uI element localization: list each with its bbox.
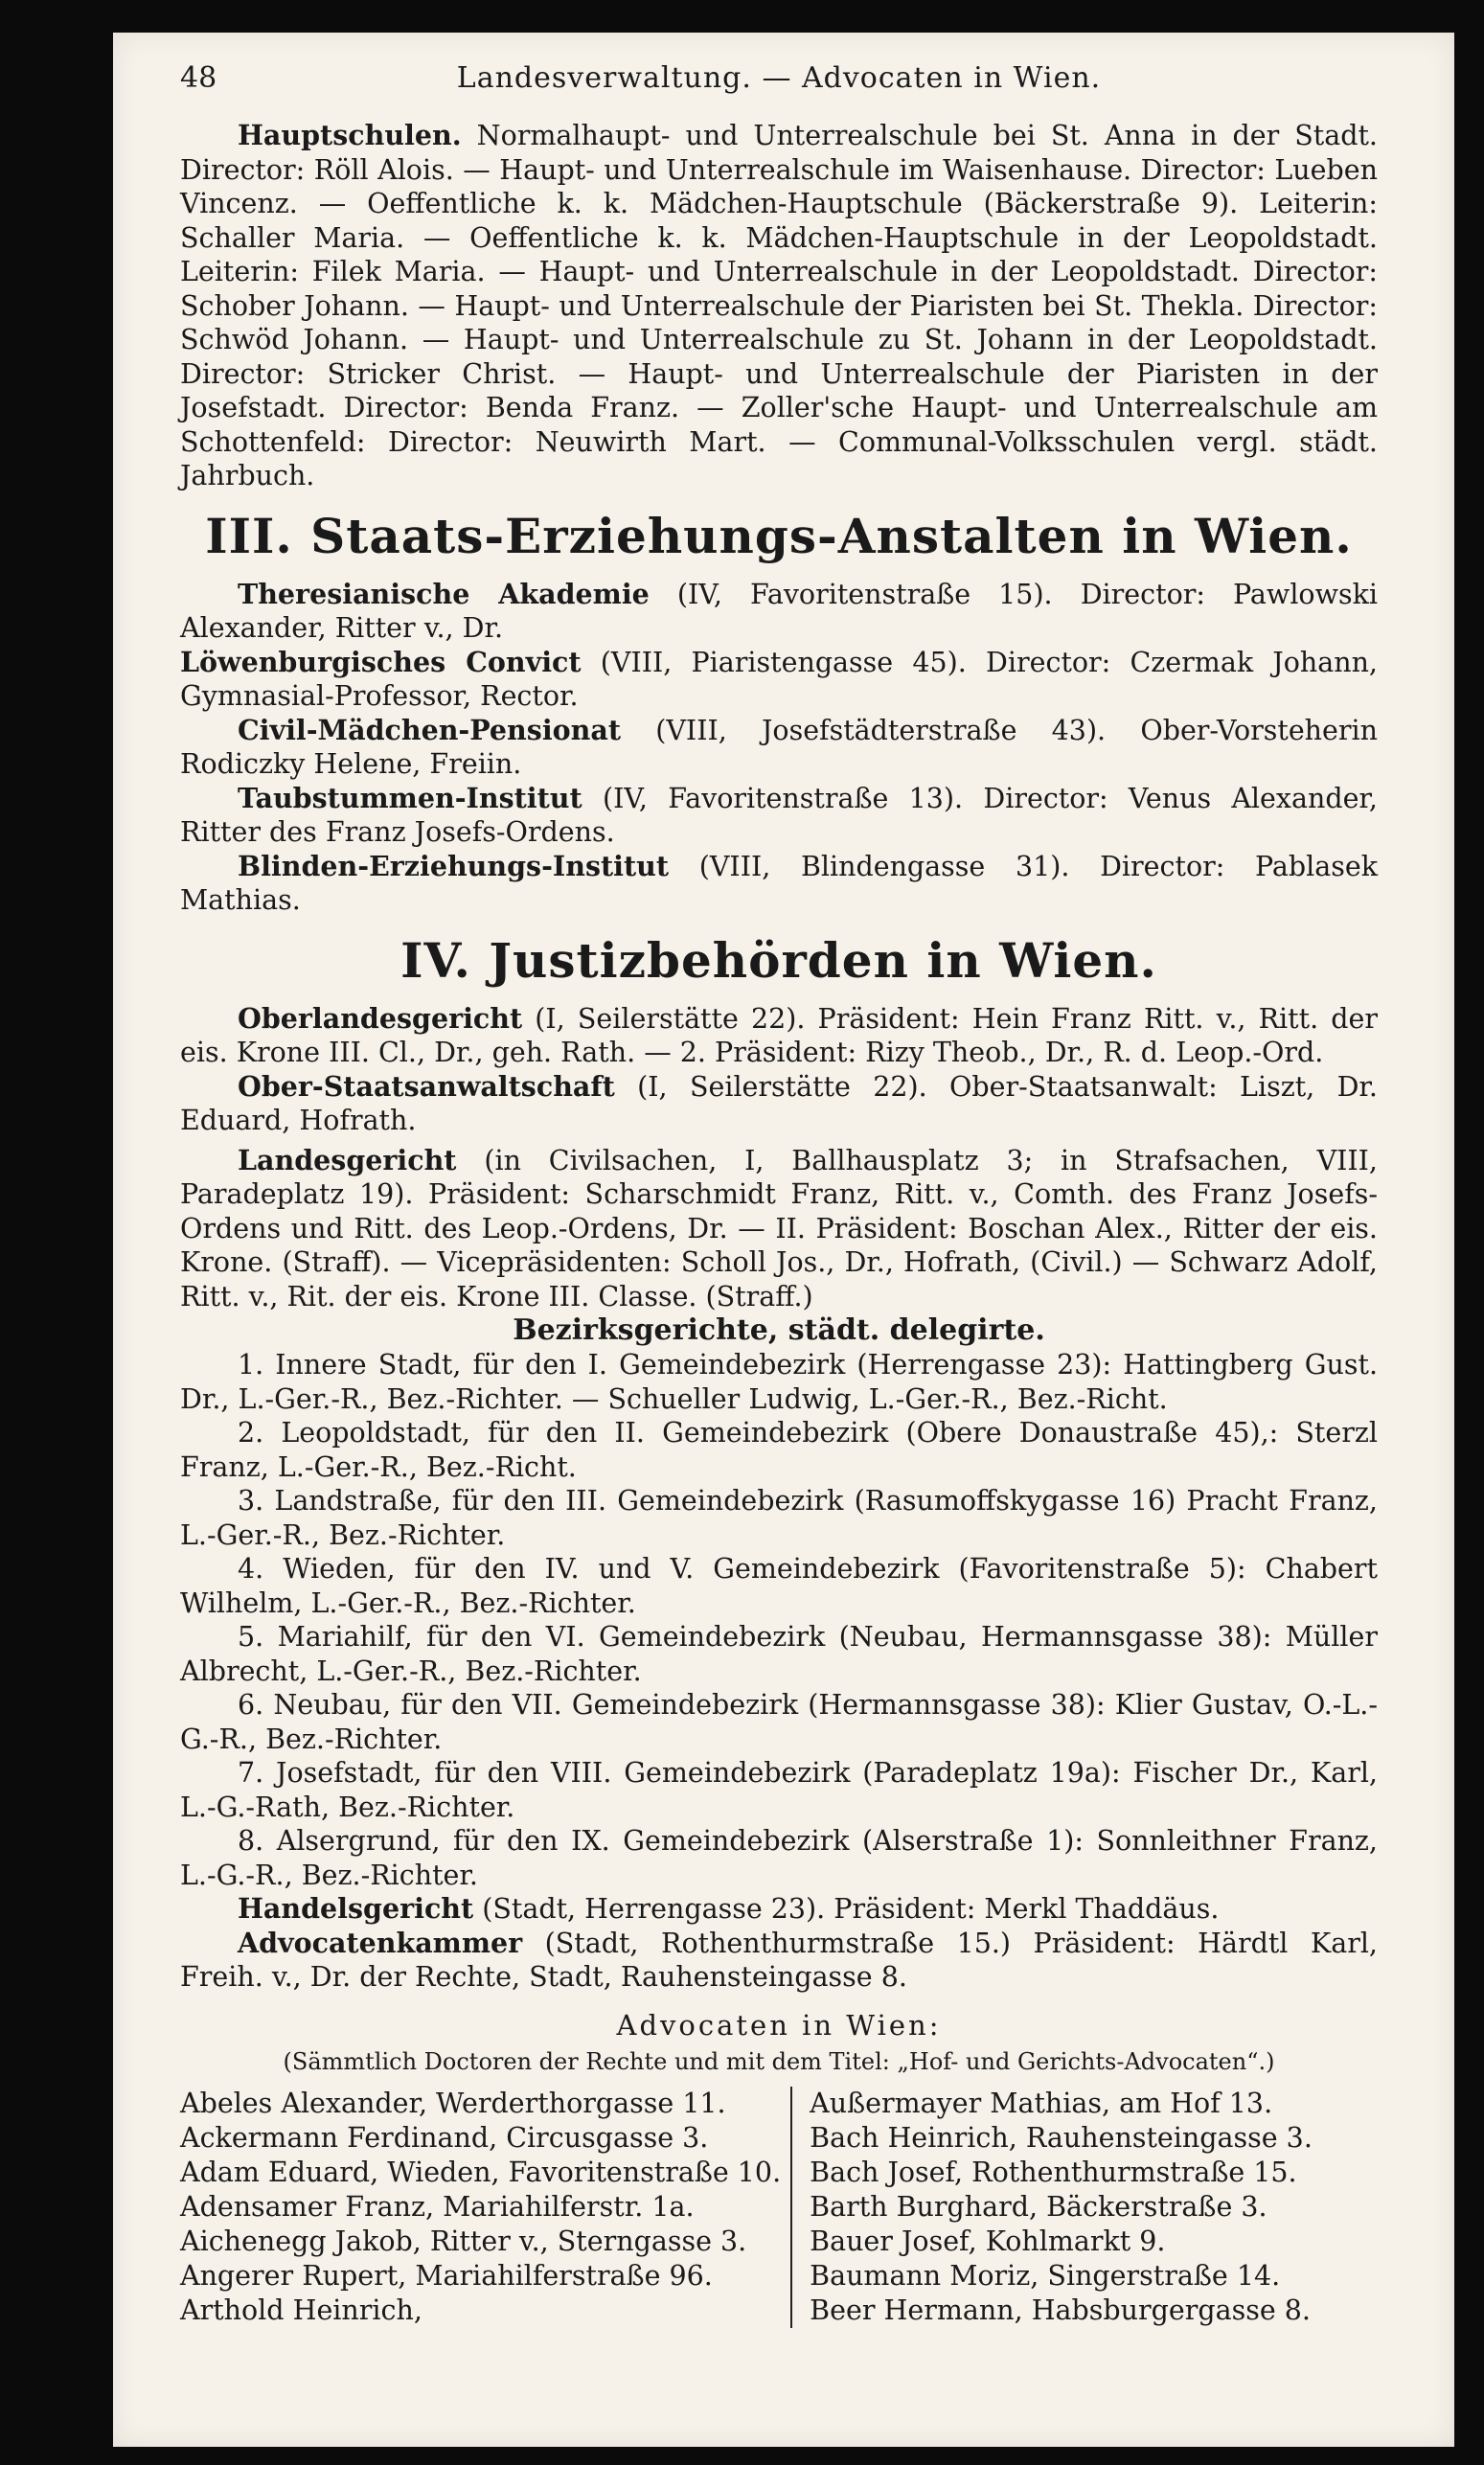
advocaten-column-left [180,2087,790,2328]
running-title: Landesverwaltung. — Advocaten in Wien. [456,61,1102,95]
bezirk-entry: 8. Alsergrund, für den IX. Gemeindebezirk (Alserstraße 1): Sonnleithner Franz, L.-G.-R., Bez.-Richter. [180,1825,1378,1891]
list-item: Abeles Alexander, Werderthorgasse 11. [180,2087,726,2119]
advocaten-column-right [790,2087,1378,2328]
list-item: Bach Josef, Rothenthurmstraße 15. [810,2156,1297,2188]
entry-paragraph [180,1070,1378,1138]
entry-paragraph [180,714,1378,782]
hauptschulen-paragraph [180,119,1378,493]
bezirk-entry: 5. Mariahilf, für den VI. Gemeindebezirk (Neubau, Hermannsgasse 38): Müller Albrecht, L.-Ger.-R., Bez.-Richter. [180,1621,1378,1687]
entry-name: Ober-Staatsanwaltschaft [238,1069,615,1103]
list-item: Adam Eduard, Wieden, Favoritenstraße 10. [180,2156,782,2188]
entry-name: Civil-Mädchen-Pensionat [238,713,622,746]
entry-name: Handelsgericht [238,1892,474,1925]
advocaten-note: (Sämmtlich Doctoren der Rechte und mit dem Titel: „Hof- und Gerichts-Advocaten“.) [283,2047,1275,2075]
list-item: Aichenegg Jakob, Ritter v., Sterngasse 3. [180,2225,747,2257]
entry-text: (IV, Favoritenstraße 15). Director: Pawlowski Alexander, Ritter v., Dr. [180,578,1378,644]
list-item: Außermayer Mathias, am Hof 13. [810,2087,1273,2119]
entry-paragraph [180,1144,1378,1314]
section-heading-iii: III. Staats-Erziehungs-Anstalten in Wien. [205,507,1353,564]
bezirksgerichte-heading: Bezirksgerichte, städt. delegirte. [513,1313,1045,1347]
list-item: Bauer Josef, Kohlmarkt 9. [810,2225,1166,2257]
entry-paragraph [180,1002,1378,1070]
entry-name: Landesgericht [238,1143,457,1176]
page-content [180,61,1378,2328]
entry-text: (I, Seilerstätte 22). Ober-Staatsanwalt: Liszt, Dr. Eduard, Hofrath. [180,1070,1378,1136]
entry-text: (I, Seilerstätte 22). Präsident: Hein Franz Ritt. v., Ritt. der eis. Krone III. Cl., Dr., geh. Rath. — 2. Präsident: Rizy Theob., Dr., R. d. Leop.-Ord. [180,1002,1378,1068]
entry-text: (IV, Favoritenstraße 13). Director: Venus Alexander, Ritter des Franz Josefs-Ordens. [180,782,1378,848]
entry-name: Theresianische Akademie [238,577,650,610]
entry-name: Oberlandesgericht [238,1001,523,1035]
bezirk-entry: 3. Landstraße, für den III. Gemeindebezirk (Rasumoffskygasse 16) Pracht Franz, L.-Ger.-R., Bez.-Richter. [180,1485,1378,1551]
entry-name: Taubstummen-Institut [238,781,582,814]
bezirk-entry: 7. Josefstadt, für den VIII. Gemeindebezirk (Paradeplatz 19a): Fischer Dr., Karl, L.-G.-Rath, Bez.-Richter. [180,1757,1378,1823]
entry-text: (VIII, Piaristengasse 45). Director: Czermak Johann, Gymnasial-Professor, Rector. [180,646,1378,712]
list-item: Arthold Heinrich, [180,2294,422,2326]
entry-paragraph [180,646,1378,714]
entry-paragraph [180,782,1378,850]
list-item: Beer Hermann, Habsburgergasse 8. [810,2294,1311,2326]
entry-paragraph [180,850,1378,918]
entry-text: (VIII, Josefstädterstraße 43). Ober-Vorsteherin Rodiczky Helene, Freiin. [180,714,1378,780]
entry-name: Advocatenkammer [238,1926,523,1959]
section-heading-iv: IV. Justizbehörden in Wien. [400,931,1157,989]
list-item: Ackermann Ferdinand, Circusgasse 3. [180,2121,709,2154]
bezirk-entry: 6. Neubau, für den VII. Gemeindebezirk (Hermannsgasse 38): Klier Gustav, O.-L.-G.-R., Bez.-Richter. [180,1689,1378,1755]
handelsgericht-paragraph [180,1892,1378,1927]
advocaten-list [180,2087,1378,2328]
entry-text: (Stadt, Herrengasse 23). Präsident: Merkl Thaddäus. [473,1893,1220,1925]
book-page [113,33,1454,2447]
advocatenkammer-paragraph [180,1927,1378,1995]
hauptschulen-lead: Hauptschulen. [238,119,462,151]
entry-name: Löwenburgisches Convict [180,645,582,678]
entry-paragraph [180,578,1378,646]
entry-text: (VIII, Blindengasse 31). Director: Pablasek Mathias. [180,850,1378,916]
bezirk-entry: 2. Leopoldstadt, für den II. Gemeindebezirk (Obere Donaustraße 45),: Sterzl Franz, L.-Ger.-R., Bez.-Richt. [180,1417,1378,1483]
entry-name: Blinden-Erziehungs-Institut [238,849,670,882]
list-item: Adensamer Franz, Mariahilferstr. 1a. [180,2190,695,2223]
list-item: Barth Burghard, Bäckerstraße 3. [810,2190,1267,2223]
entry-text: (Stadt, Rothenthurmstraße 15.) Präsident: Härdtl Karl, Freih. v., Dr. der Rechte, Stadt, Rauhensteingasse 8. [180,1927,1378,1993]
page-number: 48 [180,61,217,95]
list-item: Bach Heinrich, Rauhensteingasse 3. [810,2121,1313,2154]
entry-text: (in Civilsachen, I, Ballhausplatz 3; in Strafsachen, VIII, Paradeplatz 19). Präsident: Scharschmidt Franz, Ritt. v., Comth. des Franz Josefs-Ordens und Ritt. des Leop.-Ordens, Dr. — II. Präsident: Boschan Alex., Ritter der eis. Krone. (Straff). — Vicepräsidenten: Scholl Jos., Dr., Hofrath, (Civil.) — Schwarz Adolf, Ritt. v., Rit. der eis. Krone III. Classe. (Straff.) [180,1144,1378,1312]
running-head [180,61,1378,119]
list-item: Angerer Rupert, Mariahilferstraße 96. [180,2259,713,2292]
list-item: Baumann Moriz, Singerstraße 14. [810,2259,1281,2292]
bezirk-entry: 1. Innere Stadt, für den I. Gemeindebezirk (Herrengasse 23): Hattingberg Gust. Dr., L.-Ger.-R., Bez.-Richter. — Schueller Ludwig, L.-Ger.-R., Bez.-Richt. [180,1349,1378,1415]
bezirk-entry: 4. Wieden, für den IV. und V. Gemeindebezirk (Favoritenstraße 5): Chabert Wilhelm, L.-Ger.-R., Bez.-Richter. [180,1553,1378,1619]
hauptschulen-text: Normalhaupt- und Unterrealschule bei St. Anna in der Stadt. Director: Röll Alois. — Haupt- und Unterrealschule im Waisenhause. Director: Lueben Vincenz. — Oeffentliche k. k. Mädchen-Hauptschule (Bäckerstraße 9). Leiterin: Schaller Maria. — Oeffentliche k. k. Mädchen-Hauptschule in der Leopoldstadt. Leiterin: Filek Maria. — Haupt- und Unterrealschule in der Leopoldstadt. Director: Schober Johann. — Haupt- und Unterrealschule der Piaristen bei St. Thekla. Director: Schwöd Johann. — Haupt- und Unterrealschule zu St. Johann in der Leopoldstadt. Director: Stricker Christ. — Haupt- und Unterrealschule der Piaristen in der Josefstadt. Director: Benda Franz. — Zoller'sche Haupt- und Unterrealschule am Schottenfeld: Director: Neuwirth Mart. — Communal-Volksschulen vergl. städt. Jahrbuch. [180,120,1378,491]
advocaten-heading: Advocaten in Wien: [616,2008,942,2042]
